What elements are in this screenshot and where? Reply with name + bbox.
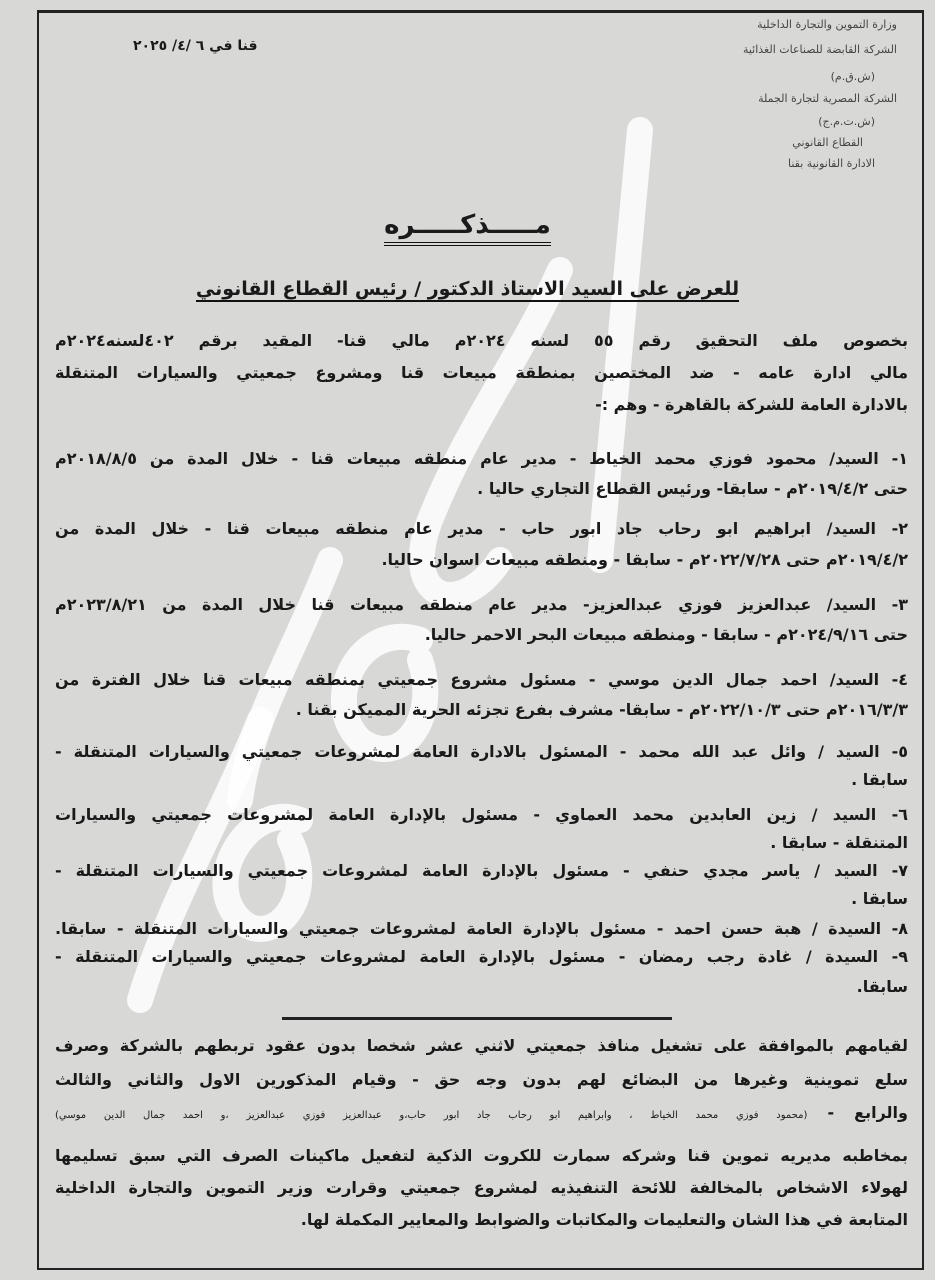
- text-line: بمخاطبه مديريه تموين قنا وشركه سمارت للكروت الذكية لتفعيل ماكينات الصرف التي سبق تسليمها: [55, 1146, 908, 1165]
- text-line: بخصوص ملف التحقيق رقم ٥٥ لسنه ٢٠٢٤م مالي قنا- المقيد برقم ٤٠٢لسنه٢٠٢٤م: [55, 331, 908, 350]
- text-lead: والرابع -: [827, 1103, 908, 1122]
- list-item-line: ٩- السيدة / غادة رجب رمضان - مسئول بالإدارة العامة لمشروعات جمعيتي والسيارات المتنقلة -: [55, 947, 908, 966]
- list-item-line: سابقا .: [851, 889, 908, 908]
- list-item-line: ٧- السيد / ياسر مجدي حنفي - مسئول بالإدارة العامة لمشروعات جمعيتي والسيارات المتنقلة -: [55, 861, 908, 880]
- list-item-line: حتى ٢٠٢٤/٩/١٦م - سابقا - ومنطقه مبيعات البحر الاحمر حاليا.: [424, 625, 908, 644]
- text-line: سلع تموينية وغيرها من البضائع لهم بدون وجه حق - وقيام المذكورين الاول والثاني والثالث: [55, 1070, 908, 1089]
- list-item-line: ٢٠١٩/٤/٢م حتى ٢٠٢٢/٧/٢٨م - سابقا - ومنطقه مبيعات اسوان حاليا.: [381, 550, 908, 569]
- document-date: قنا في ٦ /٤/ ٢٠٢٥: [133, 38, 258, 54]
- separator-line: [282, 1017, 672, 1020]
- title-text: مـــــذكـــــره: [384, 210, 551, 246]
- list-item-line: ٨- السيدة / هبة حسن احمد - مسئول بالإدارة العامة لمشروعات جمعيتي والسيارات المتنقلة - سابقا.: [55, 919, 908, 938]
- list-item-line: سابقا .: [851, 770, 908, 789]
- list-item-line: ١- السيد/ محمود فوزي محمد الخياط - مدير عام منطقه مبيعات قنا - خلال المدة من ٢٠١٨/٨/٥م: [55, 449, 908, 468]
- text-line: بالادارة العامة للشركة بالقاهرة - وهم :-: [595, 395, 908, 414]
- list-item-line: ٢- السيد/ ابراهيم ابو رحاب جاد ابور حاب - مدير عام منطقه مبيعات قنا - خلال المدة من: [55, 519, 908, 538]
- list-item-line: سابقا.: [856, 977, 908, 996]
- text-line: المتابعة في هذا الشان والتعليمات والمكاتبات والضوابط والمعايير المكملة لها.: [300, 1210, 908, 1229]
- names-parenthetical: (محمود فوزي محمد الخياط ، وابراهيم ابو رحاب جاد ابور حاب،و عبدالعزيز فوزي عبدالعزيز ،و احمد جمال الدين موسي): [55, 1110, 808, 1121]
- org-line: الشركة القابضة للصناعات الغذائية: [742, 43, 897, 56]
- document-title: [0, 210, 935, 240]
- list-item-line: ٣- السيد/ عبدالعزيز فوزي عبدالعزيز- مدير عام منطقه مبيعات قنا خلال المدة من ٢٠٢٣/٨/٢١م: [55, 595, 908, 614]
- subtitle-text: للعرض على السيد الاستاذ الدكتور / رئيس القطاع القانوني: [195, 278, 740, 300]
- text-line: لهولاء الاشخاص بالمخالفة للائحة التنفيذيه لمشروع جمعيتي وقرارت وزير التموين والتجارة الداخلية: [55, 1178, 908, 1197]
- list-item-line: ٢٠١٦/٣/٣م حتى ٢٠٢٢/١٠/٣م - سابقا- مشرف بفرع تجزئه الحرية المميكن بقنا .: [295, 700, 908, 719]
- list-item-line: حتى ٢٠١٩/٤/٢م - سابقا- ورئيس القطاع التجاري حاليا .: [477, 479, 908, 498]
- list-item-line: ٦- السيد / زين العابدين محمد العماوي - مسئول بالإدارة العامة لمشروعات جمعيتي والسيارات: [55, 805, 908, 824]
- org-line: (ش.ق.م): [830, 70, 875, 83]
- org-line: الشركة المصرية لتجارة الجملة: [758, 92, 897, 105]
- text-line: لقيامهم بالموافقة على تشغيل منافذ جمعيتي لاثني عشر شخصا بدون عقود تربطهم بالشركة وصرف: [55, 1036, 908, 1055]
- list-item-line: ٥- السيد / وائل عبد الله محمد - المسئول بالادارة العامة لمشروعات جمعيتي والسيارات المتنقلة -: [55, 742, 908, 761]
- text-line: [55, 1102, 908, 1127]
- document-subtitle: [0, 278, 935, 300]
- text-line: مالي ادارة عامه - ضد المختصين بمنطقة مبيعات قنا ومشروع جمعيتي والسيارات المتنقلة: [55, 363, 908, 382]
- org-line: الادارة القانونية بقنا: [788, 157, 875, 170]
- org-line: القطاع القانوني: [792, 136, 863, 149]
- org-line: (ش.ت.م.ج): [818, 115, 875, 128]
- org-line: وزارة التموين والتجارة الداخلية: [757, 18, 897, 31]
- list-item-line: ٤- السيد/ احمد جمال الدين موسي - مسئول مشروع جمعيتي بمنطقه مبيعات قنا خلال الفترة من: [55, 670, 908, 689]
- list-item-line: المتنقلة - سابقا .: [770, 833, 908, 852]
